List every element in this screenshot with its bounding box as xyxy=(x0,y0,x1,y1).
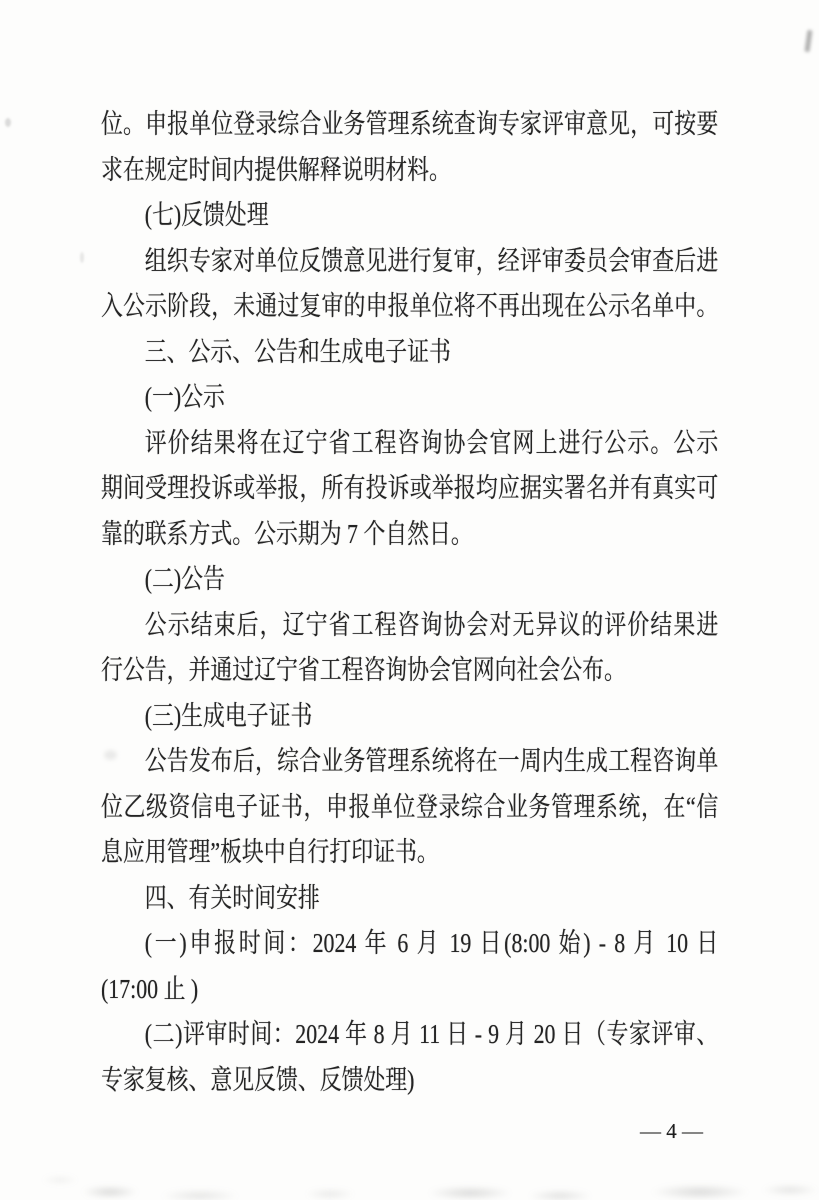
text-line: 专家复核、意见反馈、反馈处理) xyxy=(101,1064,415,1095)
scan-speck xyxy=(104,750,117,760)
document-lines xyxy=(101,102,718,1103)
text-line: 期间受理投诉或举报，所有投诉或举报均应据实署名并有真实可 xyxy=(101,473,719,503)
scan-speck xyxy=(80,252,84,263)
text-line: (一)申报时间：2024 年 6 月 19 日(8:00 始) - 8 月 10 日 xyxy=(144,928,719,958)
scan-artifact-right-edge xyxy=(804,30,812,52)
text-line: 三、公示、公告和生成电子证书 xyxy=(144,336,451,367)
text-line: 四、有关时间安排 xyxy=(144,882,320,913)
text-line: (二)公告 xyxy=(144,564,225,594)
text-line: (二)评审时间：2024 年 8 月 11 日 - 9 月 20 日（专家评审、 xyxy=(144,1019,719,1049)
page-number: — 4 — xyxy=(640,1119,703,1143)
scan-noise-bottom xyxy=(0,1152,819,1200)
text-line: (三)生成电子证书 xyxy=(144,700,313,731)
text-line: 求在规定时间内提供解释说明材料。 xyxy=(101,154,451,185)
text-line: 靠的联系方式。公示期为 7 个自然日。 xyxy=(101,518,473,549)
text-line: 组织专家对单位反馈意见进行复审，经评审委员会审查后进 xyxy=(144,245,719,276)
text-line: 位乙级资信电子证书，申报单位登录综合业务管理系统，在“信 xyxy=(101,791,719,822)
text-line: (17:00 止 ) xyxy=(101,973,199,1004)
text-line: 行公告，并通过辽宁省工程咨询协会官网向社会公布。 xyxy=(101,655,626,685)
text-line: 公示结束后，辽宁省工程咨询协会对无异议的评价结果进 xyxy=(144,609,719,640)
text-line: 位。申报单位登录综合业务管理系统查询专家评审意见，可按要 xyxy=(101,109,719,139)
text-line: (七)反馈处理 xyxy=(144,200,269,230)
text-line: 评价结果将在辽宁省工程咨询协会官网上进行公示。公示 xyxy=(144,427,719,458)
text-line: 公告发布后，综合业务管理系统将在一周内生成工程咨询单 xyxy=(144,746,719,776)
text-line: 入公示阶段，未通过复审的申报单位将不再出现在公示名单中。 xyxy=(101,291,719,321)
text-line: (一)公示 xyxy=(144,382,225,412)
text-line: 息应用管理”板块中自行打印证书。 xyxy=(101,837,439,867)
scan-speck xyxy=(5,118,11,127)
